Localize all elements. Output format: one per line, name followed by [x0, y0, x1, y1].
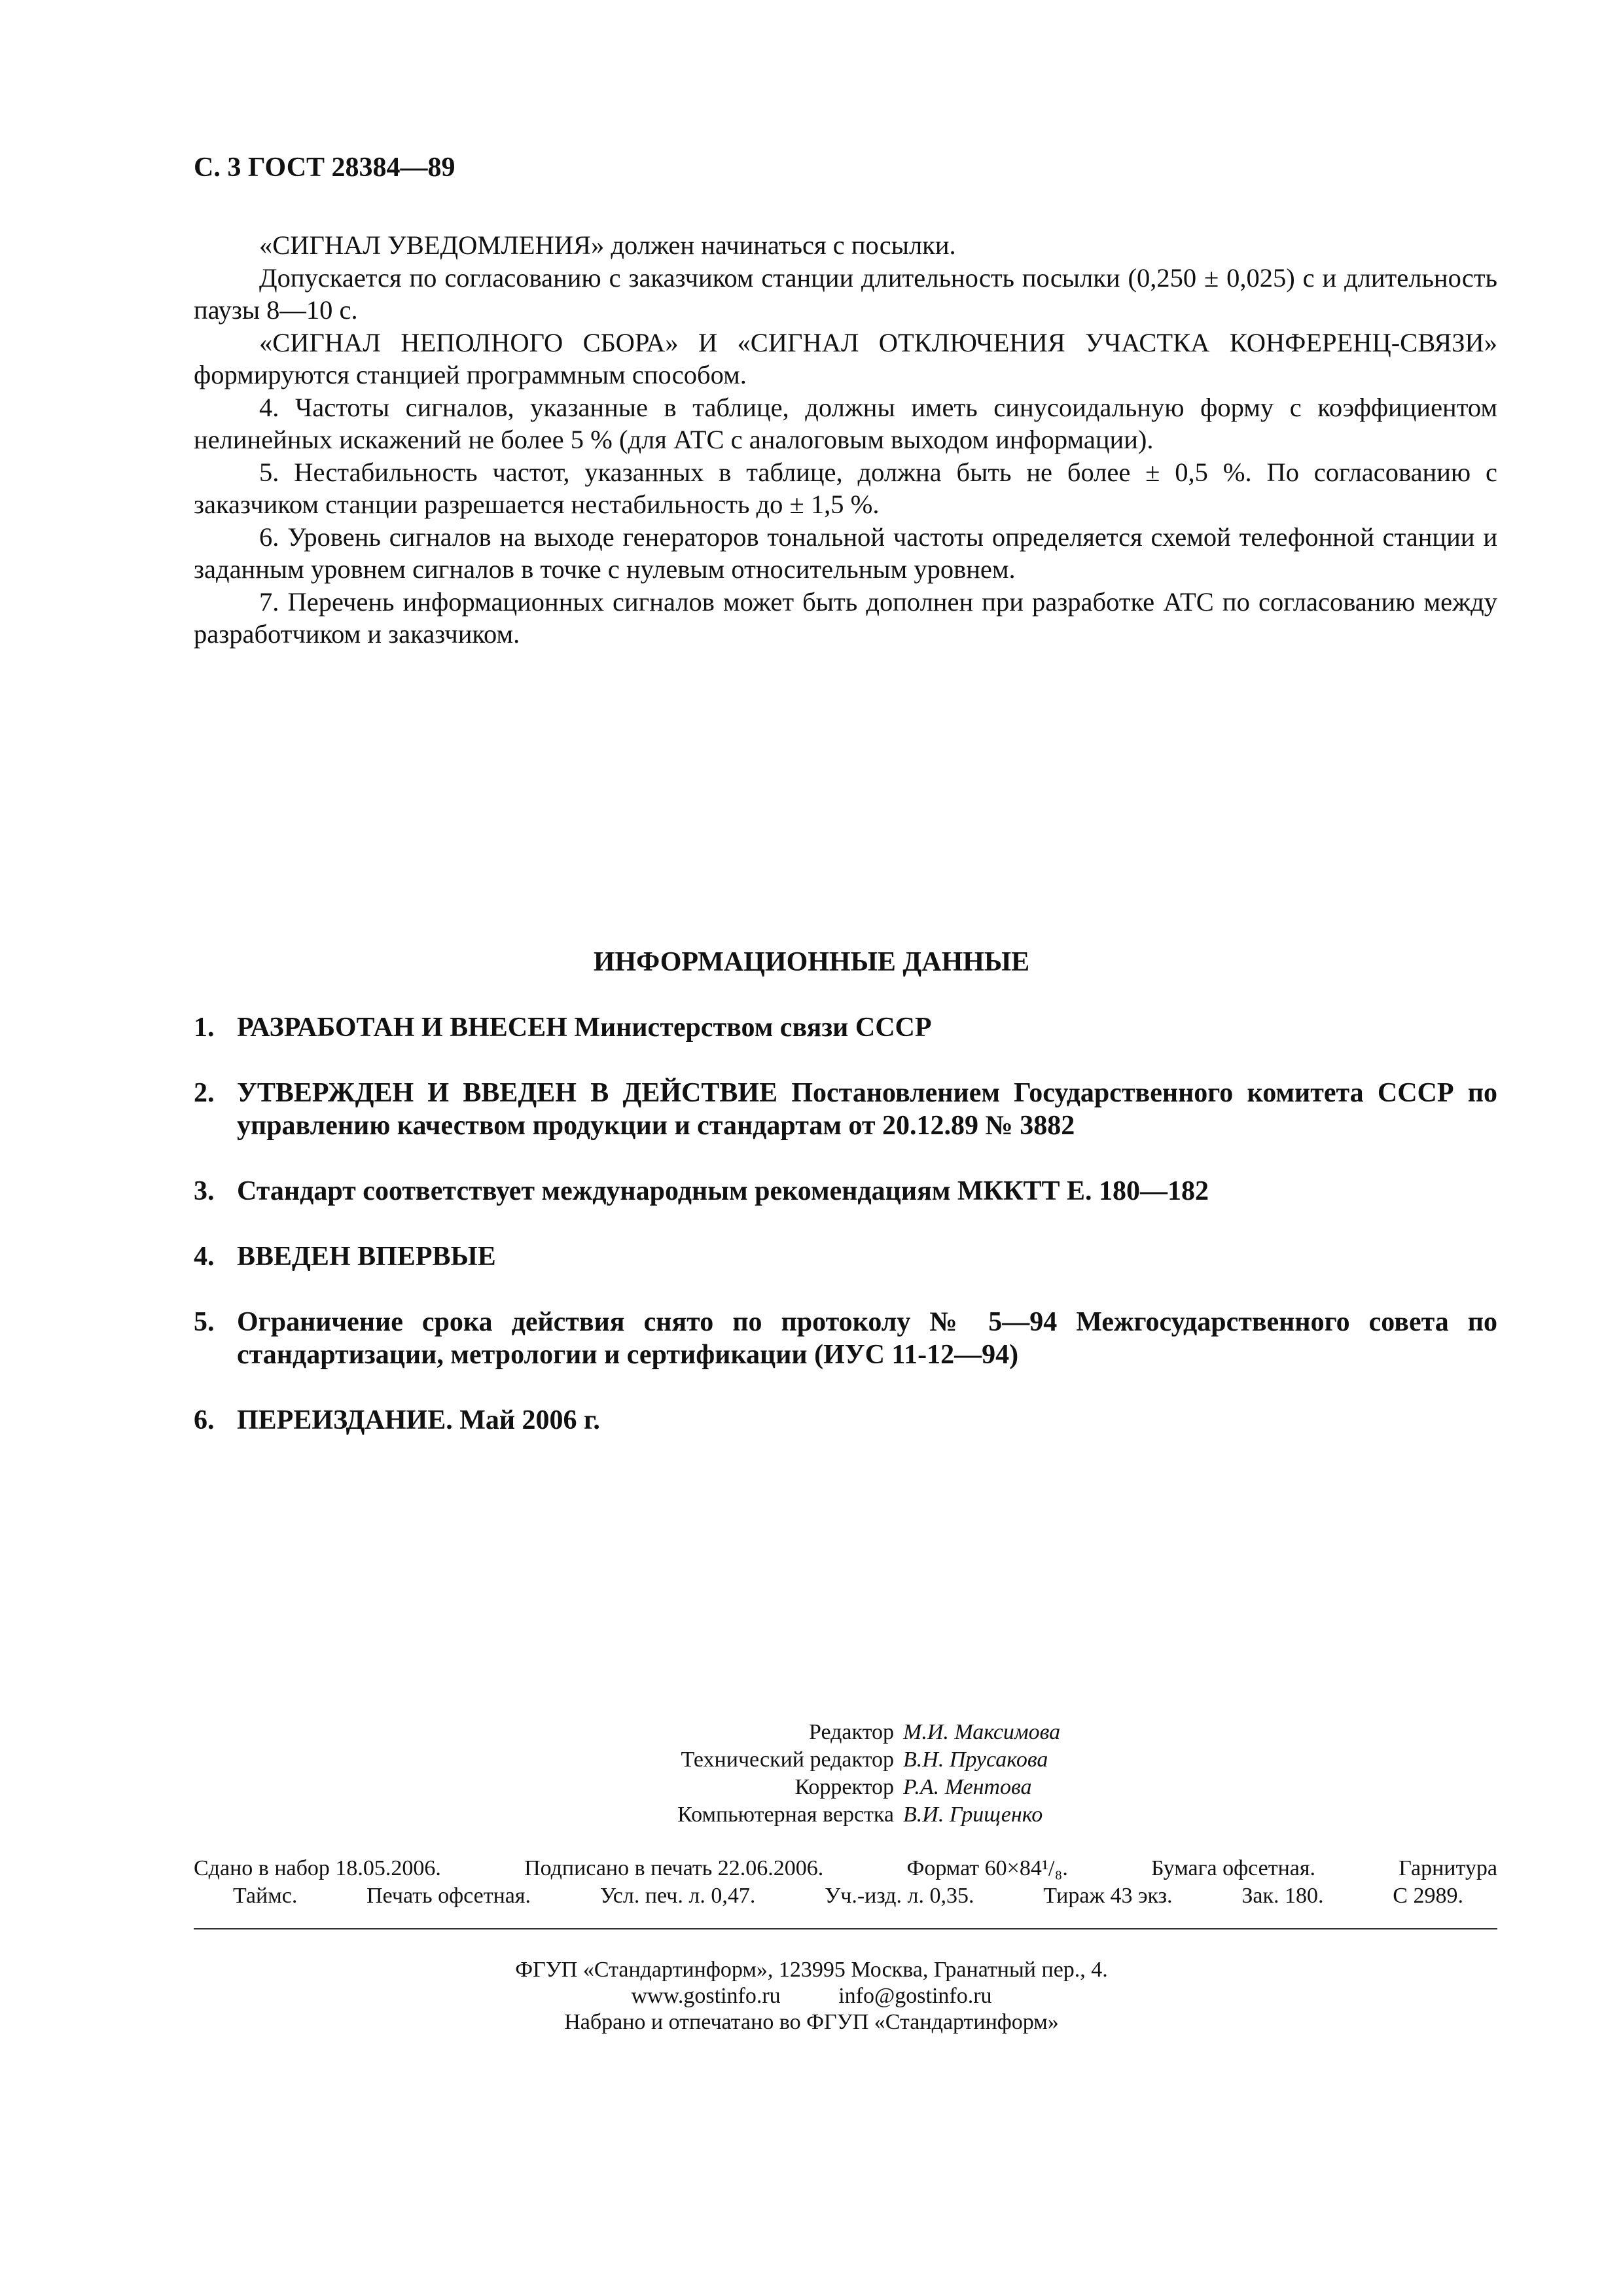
paragraph: 4. Частоты сигналов, указанные в таблице, должны иметь синусоидальную форму с коэффициентом нелинейных искажений не более 5 % (для АТС с аналоговым выходом информации).: [194, 392, 1497, 454]
imprint-field: Подписано в печать 22.06.2006.: [524, 1856, 824, 1880]
credit-role: Корректор: [794, 1775, 894, 1799]
credit-line: [0, 1746, 1623, 1774]
credit-line: [0, 1774, 1623, 1801]
imprint-field: С 2989.: [1393, 1884, 1463, 1908]
email-link[interactable]: info@gostinfo.ru: [838, 1984, 992, 2008]
publisher-block: [0, 1957, 1623, 2036]
credit-role: Редактор: [809, 1720, 894, 1744]
item-text: Стандарт соответствует международным рекомендациям МККТТ Е. 180—182: [237, 1176, 1209, 1206]
item-number: 6.: [194, 1405, 215, 1435]
credit-line: [0, 1801, 1623, 1829]
credit-line: [0, 1719, 1623, 1746]
imprint-field: Усл. печ. л. 0,47.: [599, 1884, 756, 1908]
divider-line: [194, 1928, 1497, 1929]
publisher-address: ФГУП «Стандартинформ», 123995 Москва, Гранатный пер., 4.: [515, 1958, 1108, 1982]
item-text: Постановлением Государственного комитета СССР по управлению качеством продукции и стандартам от 20.12.89 № 3882: [237, 1078, 1497, 1141]
publisher-printer: Набрано и отпечатано во ФГУП «Стандартинформ»: [564, 2010, 1059, 2034]
website-link[interactable]: www.gostinfo.ru: [631, 1984, 781, 2008]
item-lead: УТВЕРЖДЕН И ВВЕДЕН В ДЕЙСТВИЕ: [237, 1078, 778, 1108]
credit-role: Компьютерная верстка: [677, 1803, 894, 1827]
imprint-block: [194, 1855, 1497, 1910]
imprint-field: Формат 60×84¹/₈.: [906, 1856, 1068, 1880]
info-item: [194, 1077, 1497, 1142]
credits-block: [0, 1719, 1623, 1829]
info-section-title: ИНФОРМАЦИОННЫЕ ДАННЫЕ: [593, 947, 1030, 977]
item-text: Ограничение срока действия снято по протоколу № 5—94 Межгосударственного совета по стандартизации, метрологии и сертификации (ИУС 11-12—94): [237, 1307, 1497, 1370]
info-item: [194, 1404, 1497, 1437]
info-item: [194, 1240, 1497, 1273]
imprint-field: Печать офсетная.: [366, 1884, 531, 1908]
body-text: [194, 229, 1497, 651]
paragraph: «СИГНАЛ НЕПОЛНОГО СБОРА» И «СИГНАЛ ОТКЛЮЧЕНИЯ УЧАСТКА КОНФЕРЕНЦ-СВЯЗИ» формируются станцией программным способом.: [194, 327, 1497, 389]
imprint-field: Зак. 180.: [1241, 1884, 1324, 1908]
info-list: [194, 1011, 1497, 1437]
item-lead: ВВЕДЕН ВПЕРВЫЕ: [237, 1242, 496, 1272]
imprint-field: Уч.-изд. л. 0,35.: [825, 1884, 974, 1908]
item-lead: РАЗРАБОТАН И ВНЕСЕН: [237, 1013, 567, 1043]
paragraph: 5. Нестабильность частот, указанных в таблице, должна быть не более ± 0,5 %. По согласованию с заказчиком станции разрешается нестабильность до ± 1,5 %.: [194, 457, 1497, 519]
credit-person: В.И. Грищенко: [903, 1803, 1043, 1827]
imprint-field: Сдано в набор 18.05.2006.: [194, 1856, 441, 1880]
item-text: Министерством связи СССР: [567, 1013, 932, 1043]
imprint-row: [194, 1855, 1497, 1882]
credit-person: Р.А. Ментова: [903, 1775, 1032, 1799]
item-number: 1.: [194, 1013, 215, 1043]
imprint-row: [194, 1882, 1497, 1910]
item-number: 5.: [194, 1307, 215, 1337]
paragraph: «СИГНАЛ УВЕДОМЛЕНИЯ» должен начинаться с посылки.: [259, 230, 956, 260]
item-text: Май 2006 г.: [452, 1405, 600, 1435]
item-lead: ПЕРЕИЗДАНИЕ.: [237, 1405, 453, 1435]
paragraph: 6. Уровень сигналов на выходе генераторов тональной частоты определяется схемой телефонной станции и заданным уровнем сигналов в точке с нулевым относительным уровнем.: [194, 522, 1497, 584]
imprint-field: Гарнитура: [1399, 1856, 1497, 1880]
publisher-links: [0, 1983, 1623, 2009]
imprint-field: Таймс.: [233, 1884, 298, 1908]
info-item: [194, 1175, 1497, 1208]
credit-role: Технический редактор: [681, 1748, 894, 1772]
paragraph: 7. Перечень информационных сигналов может быть дополнен при разработке АТС по согласованию между разработчиком и заказчиком.: [194, 586, 1497, 649]
info-item: [194, 1011, 1497, 1044]
info-item: [194, 1306, 1497, 1371]
imprint-field: Тираж 43 экз.: [1043, 1884, 1173, 1908]
credit-person: В.Н. Прусакова: [903, 1748, 1048, 1772]
item-number: 2.: [194, 1078, 215, 1108]
item-number: 4.: [194, 1242, 215, 1272]
paragraph: Допускается по согласованию с заказчиком станции длительность посылки (0,250 ± 0,025) с и длительность паузы 8—10 с.: [194, 262, 1497, 325]
imprint-field: Бумага офсетная.: [1150, 1856, 1316, 1880]
credit-person: М.И. Максимова: [903, 1720, 1061, 1744]
item-number: 3.: [194, 1176, 215, 1206]
page-header: С. 3 ГОСТ 28384—89: [194, 152, 455, 183]
